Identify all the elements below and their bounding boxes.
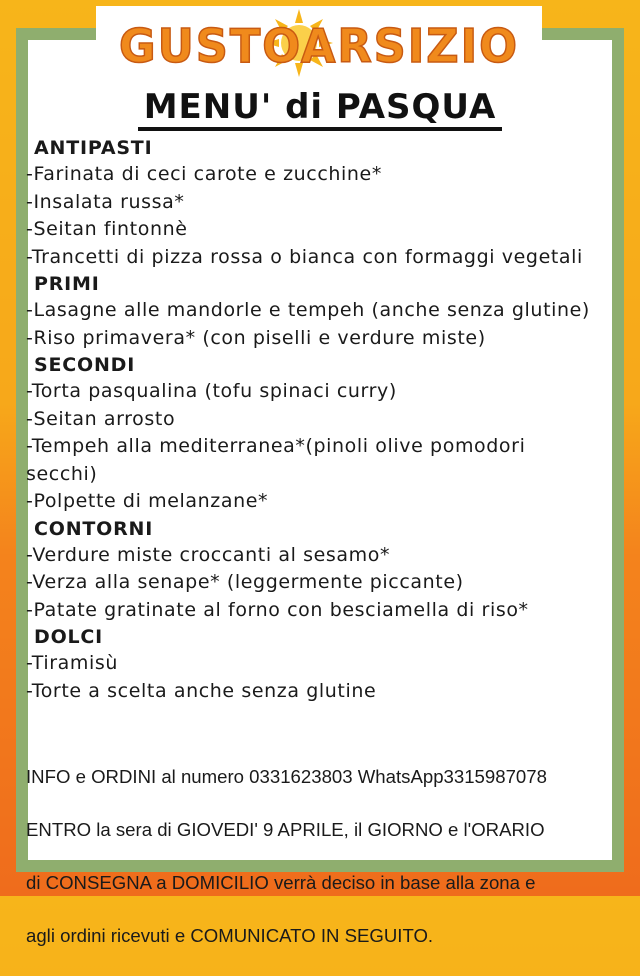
list-item: -Torta pasqualina (tofu spinaci curry) (26, 380, 397, 402)
order-info (26, 737, 636, 976)
section-antipasti (26, 135, 630, 271)
section-title: DOLCI (34, 626, 104, 648)
list-item: -Torte a scelta anche senza glutine (26, 679, 377, 702)
section-dolci (26, 624, 630, 705)
list-item: -Trancetti di pizza rossa o bianca con formaggi vegetali (26, 245, 583, 268)
section-title: SECONDI (34, 354, 136, 376)
list-item: -Insalata russa* (26, 190, 185, 213)
section-title: PRIMI (34, 273, 100, 295)
list-item: -Verza alla senape* (leggermente piccante) (26, 571, 464, 593)
page-title (0, 86, 640, 128)
list-item: -Polpette di melanzane* (26, 490, 269, 512)
order-info-line: INFO e ORDINI al numero 0331623803 WhatsApp3315987078 (26, 765, 547, 787)
section-primi (26, 271, 630, 352)
logo-text: GUSTOARSIZIO (119, 19, 519, 73)
menu-list (26, 135, 630, 705)
list-item: -Seitan fintonnè (26, 218, 188, 240)
section-contorni (26, 516, 630, 625)
list-item: -Seitan arrosto (26, 407, 176, 430)
section-title: ANTIPASTI (34, 137, 153, 159)
list-item: -Tempeh alla mediterranea*(pinoli olive pomodori secchi) (26, 435, 526, 485)
list-item: -Farinata di ceci carote e zucchine* (26, 163, 382, 185)
order-info-line: ENTRO la sera di GIOVEDI' 9 APRILE, il GIORNO e l'ORARIO (26, 818, 545, 840)
list-item: -Patate gratinate al forno con besciamella di riso* (26, 598, 529, 621)
order-info-line: di CONSEGNA a DOMICILIO verrà deciso in base alla zona e (26, 871, 536, 893)
list-item: -Tiramisù (26, 652, 118, 674)
section-secondi (26, 352, 630, 516)
section-title: CONTORNI (34, 517, 154, 540)
logo (96, 6, 542, 80)
list-item: -Verdure miste croccanti al sesamo* (26, 543, 391, 566)
order-info-line: agli ordini ricevuti e COMUNICATO IN SEGUITO. (26, 924, 434, 946)
list-item: -Riso primavera* (con piselli e verdure miste) (26, 326, 486, 349)
page-title-text: MENU' di PASQUA (138, 87, 503, 131)
list-item: -Lasagne alle mandorle e tempeh (anche senza glutine) (26, 299, 590, 321)
